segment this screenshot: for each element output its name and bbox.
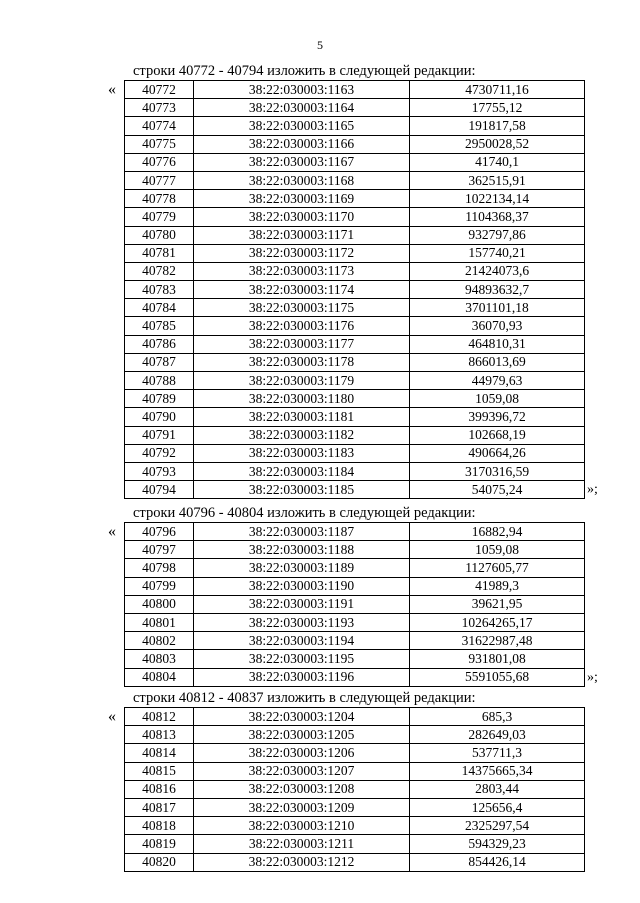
table-row	[125, 780, 585, 798]
row-number-cell: 40773	[125, 99, 194, 117]
value-cell: 191817,58	[410, 117, 585, 135]
cadastral-number-cell: 38:22:030003:1196	[194, 668, 410, 686]
row-number-cell: 40784	[125, 299, 194, 317]
opening-quote: «	[108, 523, 116, 540]
cadastral-number-cell: 38:22:030003:1194	[194, 632, 410, 650]
value-cell: 36070,93	[410, 317, 585, 335]
cadastral-number-cell: 38:22:030003:1184	[194, 462, 410, 480]
cadastral-number-cell: 38:22:030003:1165	[194, 117, 410, 135]
value-cell: 931801,08	[410, 650, 585, 668]
value-cell: 3170316,59	[410, 462, 585, 480]
value-cell: 932797,86	[410, 226, 585, 244]
table-row	[125, 462, 585, 480]
row-number-cell: 40781	[125, 244, 194, 262]
table-row	[125, 481, 585, 499]
table-row	[125, 798, 585, 816]
table-row	[125, 577, 585, 595]
cadastral-number-cell: 38:22:030003:1178	[194, 353, 410, 371]
value-cell: 1127605,77	[410, 559, 585, 577]
row-number-cell: 40786	[125, 335, 194, 353]
row-number-cell: 40779	[125, 208, 194, 226]
table-row	[125, 595, 585, 613]
cadastral-number-cell: 38:22:030003:1205	[194, 726, 410, 744]
cadastral-number-cell: 38:22:030003:1181	[194, 408, 410, 426]
row-number-cell: 40802	[125, 632, 194, 650]
value-cell: 362515,91	[410, 171, 585, 189]
table-row	[125, 408, 585, 426]
table-row	[125, 335, 585, 353]
value-cell: 490664,26	[410, 444, 585, 462]
section-intro: строки 40812 - 40837 изложить в следующей редакции:	[133, 690, 476, 706]
cadastral-number-cell: 38:22:030003:1210	[194, 817, 410, 835]
table-row	[125, 99, 585, 117]
row-number-cell: 40782	[125, 262, 194, 280]
value-cell: 94893632,7	[410, 281, 585, 299]
cadastral-number-cell: 38:22:030003:1168	[194, 171, 410, 189]
cadastral-number-cell: 38:22:030003:1191	[194, 595, 410, 613]
table-row	[125, 853, 585, 871]
table-row	[125, 390, 585, 408]
table-row	[125, 299, 585, 317]
row-number-cell: 40780	[125, 226, 194, 244]
table-row	[125, 317, 585, 335]
row-number-cell: 40804	[125, 668, 194, 686]
cadastral-number-cell: 38:22:030003:1187	[194, 523, 410, 541]
opening-quote: «	[108, 708, 116, 725]
table-row	[125, 726, 585, 744]
table-row	[125, 817, 585, 835]
value-cell: 1059,08	[410, 541, 585, 559]
table-row	[125, 135, 585, 153]
value-cell: 1022134,14	[410, 190, 585, 208]
row-number-cell: 40778	[125, 190, 194, 208]
row-number-cell: 40790	[125, 408, 194, 426]
cadastral-number-cell: 38:22:030003:1185	[194, 481, 410, 499]
cadastral-number-cell: 38:22:030003:1209	[194, 798, 410, 816]
data-table	[124, 522, 585, 687]
value-cell: 282649,03	[410, 726, 585, 744]
row-number-cell: 40814	[125, 744, 194, 762]
row-number-cell: 40794	[125, 481, 194, 499]
row-number-cell: 40775	[125, 135, 194, 153]
cadastral-number-cell: 38:22:030003:1164	[194, 99, 410, 117]
table-row	[125, 541, 585, 559]
value-cell: 39621,95	[410, 595, 585, 613]
cadastral-number-cell: 38:22:030003:1169	[194, 190, 410, 208]
table-row	[125, 650, 585, 668]
row-number-cell: 40789	[125, 390, 194, 408]
value-cell: 594329,23	[410, 835, 585, 853]
value-cell: 44979,63	[410, 372, 585, 390]
value-cell: 537711,3	[410, 744, 585, 762]
row-number-cell: 40816	[125, 780, 194, 798]
cadastral-number-cell: 38:22:030003:1204	[194, 708, 410, 726]
value-cell: 17755,12	[410, 99, 585, 117]
cadastral-number-cell: 38:22:030003:1180	[194, 390, 410, 408]
cadastral-number-cell: 38:22:030003:1206	[194, 744, 410, 762]
cadastral-number-cell: 38:22:030003:1172	[194, 244, 410, 262]
value-cell: 3701101,18	[410, 299, 585, 317]
cadastral-number-cell: 38:22:030003:1189	[194, 559, 410, 577]
table-row	[125, 426, 585, 444]
row-number-cell: 40800	[125, 595, 194, 613]
value-cell: 16882,94	[410, 523, 585, 541]
value-cell: 854426,14	[410, 853, 585, 871]
table-row	[125, 835, 585, 853]
cadastral-number-cell: 38:22:030003:1179	[194, 372, 410, 390]
value-cell: 102668,19	[410, 426, 585, 444]
value-cell: 1059,08	[410, 390, 585, 408]
cadastral-number-cell: 38:22:030003:1211	[194, 835, 410, 853]
value-cell: 685,3	[410, 708, 585, 726]
closing-quote: »;	[587, 482, 598, 498]
cadastral-number-cell: 38:22:030003:1163	[194, 81, 410, 99]
table-row	[125, 668, 585, 686]
row-number-cell: 40812	[125, 708, 194, 726]
row-number-cell: 40818	[125, 817, 194, 835]
value-cell: 2803,44	[410, 780, 585, 798]
cadastral-number-cell: 38:22:030003:1173	[194, 262, 410, 280]
cadastral-number-cell: 38:22:030003:1167	[194, 153, 410, 171]
cadastral-number-cell: 38:22:030003:1188	[194, 541, 410, 559]
row-number-cell: 40776	[125, 153, 194, 171]
value-cell: 464810,31	[410, 335, 585, 353]
table-row	[125, 226, 585, 244]
table-row	[125, 208, 585, 226]
value-cell: 1104368,37	[410, 208, 585, 226]
value-cell: 4730711,16	[410, 81, 585, 99]
value-cell: 41989,3	[410, 577, 585, 595]
row-number-cell: 40817	[125, 798, 194, 816]
row-number-cell: 40799	[125, 577, 194, 595]
value-cell: 31622987,48	[410, 632, 585, 650]
table-row	[125, 762, 585, 780]
row-number-cell: 40783	[125, 281, 194, 299]
table-row	[125, 171, 585, 189]
value-cell: 2950028,52	[410, 135, 585, 153]
value-cell: 399396,72	[410, 408, 585, 426]
cadastral-number-cell: 38:22:030003:1182	[194, 426, 410, 444]
value-cell: 5591055,68	[410, 668, 585, 686]
cadastral-number-cell: 38:22:030003:1207	[194, 762, 410, 780]
row-number-cell: 40801	[125, 613, 194, 631]
cadastral-number-cell: 38:22:030003:1183	[194, 444, 410, 462]
section-intro: строки 40796 - 40804 изложить в следующей редакции:	[133, 505, 476, 521]
table-row	[125, 523, 585, 541]
row-number-cell: 40787	[125, 353, 194, 371]
row-number-cell: 40785	[125, 317, 194, 335]
row-number-cell: 40788	[125, 372, 194, 390]
row-number-cell: 40803	[125, 650, 194, 668]
table-row	[125, 281, 585, 299]
row-number-cell: 40796	[125, 523, 194, 541]
page-number: 5	[317, 38, 323, 52]
table-row	[125, 262, 585, 280]
row-number-cell: 40792	[125, 444, 194, 462]
data-table	[124, 80, 585, 499]
value-cell: 54075,24	[410, 481, 585, 499]
cadastral-number-cell: 38:22:030003:1195	[194, 650, 410, 668]
table-row	[125, 244, 585, 262]
row-number-cell: 40798	[125, 559, 194, 577]
cadastral-number-cell: 38:22:030003:1193	[194, 613, 410, 631]
row-number-cell: 40774	[125, 117, 194, 135]
row-number-cell: 40797	[125, 541, 194, 559]
row-number-cell: 40813	[125, 726, 194, 744]
value-cell: 10264265,17	[410, 613, 585, 631]
value-cell: 14375665,34	[410, 762, 585, 780]
data-table	[124, 707, 585, 872]
cadastral-number-cell: 38:22:030003:1170	[194, 208, 410, 226]
cadastral-number-cell: 38:22:030003:1171	[194, 226, 410, 244]
table-row	[125, 708, 585, 726]
closing-quote: »;	[587, 669, 598, 685]
section-intro: строки 40772 - 40794 изложить в следующей редакции:	[133, 63, 476, 79]
table-row	[125, 372, 585, 390]
row-number-cell: 40777	[125, 171, 194, 189]
table-row	[125, 613, 585, 631]
table-row	[125, 190, 585, 208]
cadastral-number-cell: 38:22:030003:1212	[194, 853, 410, 871]
row-number-cell: 40791	[125, 426, 194, 444]
row-number-cell: 40820	[125, 853, 194, 871]
cadastral-number-cell: 38:22:030003:1166	[194, 135, 410, 153]
value-cell: 21424073,6	[410, 262, 585, 280]
table-row	[125, 559, 585, 577]
row-number-cell: 40819	[125, 835, 194, 853]
row-number-cell: 40793	[125, 462, 194, 480]
table-row	[125, 444, 585, 462]
value-cell: 41740,1	[410, 153, 585, 171]
value-cell: 866013,69	[410, 353, 585, 371]
cadastral-number-cell: 38:22:030003:1174	[194, 281, 410, 299]
table-row	[125, 153, 585, 171]
cadastral-number-cell: 38:22:030003:1175	[194, 299, 410, 317]
cadastral-number-cell: 38:22:030003:1190	[194, 577, 410, 595]
table-row	[125, 632, 585, 650]
value-cell: 157740,21	[410, 244, 585, 262]
table-row	[125, 117, 585, 135]
table-row	[125, 81, 585, 99]
row-number-cell: 40815	[125, 762, 194, 780]
table-row	[125, 353, 585, 371]
opening-quote: «	[108, 81, 116, 98]
value-cell: 125656,4	[410, 798, 585, 816]
cadastral-number-cell: 38:22:030003:1177	[194, 335, 410, 353]
cadastral-number-cell: 38:22:030003:1176	[194, 317, 410, 335]
row-number-cell: 40772	[125, 81, 194, 99]
cadastral-number-cell: 38:22:030003:1208	[194, 780, 410, 798]
value-cell: 2325297,54	[410, 817, 585, 835]
table-row	[125, 744, 585, 762]
